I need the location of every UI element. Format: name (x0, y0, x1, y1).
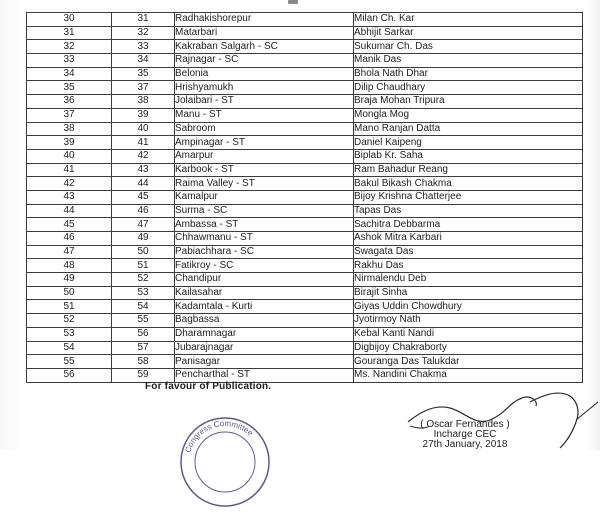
ac-number-cell: 41 (112, 136, 175, 150)
ac-number-cell: 57 (112, 341, 175, 355)
table-row (27, 300, 583, 314)
table-row (27, 67, 583, 81)
candidate-cell: Ashok Mitra Karbari (354, 232, 583, 246)
table-row (27, 245, 583, 259)
constituency-cell: Jolaibari - ST (175, 95, 354, 109)
serial-number-cell: 46 (27, 232, 112, 246)
table-row (27, 122, 583, 136)
candidate-cell: Abhijit Sarkar (354, 26, 583, 40)
ac-number-cell: 46 (112, 204, 175, 218)
serial-number-cell: 35 (27, 81, 112, 95)
serial-number-cell: 33 (27, 54, 112, 68)
table-row (27, 355, 583, 369)
ac-number-cell: 56 (112, 327, 175, 341)
constituency-cell: Amarpur (175, 149, 354, 163)
ac-number-cell: 39 (112, 108, 175, 122)
candidate-cell: Bakul Bikash Chakma (354, 177, 583, 191)
candidate-cell: Dilip Chaudhary (354, 81, 583, 95)
candidate-cell: Sachitra Debbarma (354, 218, 583, 232)
candidate-cell: Giyas Uddin Chowdhury (354, 300, 583, 314)
serial-number-cell: 55 (27, 355, 112, 369)
candidate-cell: Daniel Kaipeng (354, 136, 583, 150)
scan-mark (288, 0, 298, 4)
candidate-table-body (27, 13, 583, 383)
ac-number-cell: 47 (112, 218, 175, 232)
ac-number-cell: 37 (112, 81, 175, 95)
constituency-cell: Kadamtala - Kurti (175, 300, 354, 314)
candidate-cell: Manik Das (354, 54, 583, 68)
serial-number-cell: 51 (27, 300, 112, 314)
ac-number-cell: 32 (112, 26, 175, 40)
candidate-cell: Bijoy Krishna Chatterjee (354, 190, 583, 204)
candidate-cell: Ram Bahadur Reang (354, 163, 583, 177)
table-row (27, 327, 583, 341)
constituency-cell: Fatikroy - SC (175, 259, 354, 273)
constituency-cell: Belonia (175, 67, 354, 81)
candidate-cell: Birajit Sinha (354, 286, 583, 300)
constituency-cell: Raima Valley - ST (175, 177, 354, 191)
ac-number-cell: 55 (112, 314, 175, 328)
ac-number-cell: 44 (112, 177, 175, 191)
constituency-cell: Karbook - ST (175, 163, 354, 177)
serial-number-cell: 43 (27, 190, 112, 204)
table-row (27, 259, 583, 273)
constituency-cell: Ambassa - ST (175, 218, 354, 232)
ac-number-cell: 31 (112, 13, 175, 27)
signatory-block (380, 420, 550, 450)
constituency-cell: Chhawmanu - ST (175, 232, 354, 246)
serial-number-cell: 42 (27, 177, 112, 191)
serial-number-cell: 45 (27, 218, 112, 232)
serial-number-cell: 38 (27, 122, 112, 136)
serial-number-cell: 44 (27, 204, 112, 218)
candidate-cell: Gouranga Das Talukdar (354, 355, 583, 369)
ac-number-cell: 35 (112, 67, 175, 81)
constituency-cell: Ampinagar - ST (175, 136, 354, 150)
table-row (27, 341, 583, 355)
serial-number-cell: 54 (27, 341, 112, 355)
table-row (27, 368, 583, 382)
candidate-cell: Digbijoy Chakraborty (354, 341, 583, 355)
constituency-cell: Pabiachhara - SC (175, 245, 354, 259)
table-row (27, 149, 583, 163)
ac-number-cell: 54 (112, 300, 175, 314)
signatory-title: Incharge CEC (433, 429, 497, 440)
constituency-cell: Dharamnagar (175, 327, 354, 341)
candidate-table (26, 12, 583, 383)
table-row (27, 40, 583, 54)
ac-number-cell: 34 (112, 54, 175, 68)
candidate-cell: Biplab Kr. Saha (354, 149, 583, 163)
constituency-cell: Kailasahar (175, 286, 354, 300)
candidate-cell: Ms. Nandini Chakma (354, 368, 583, 382)
candidate-cell: Sukumar Ch. Das (354, 40, 583, 54)
serial-number-cell: 40 (27, 149, 112, 163)
constituency-cell: Panisagar (175, 355, 354, 369)
serial-number-cell: 48 (27, 259, 112, 273)
candidate-cell: Tapas Das (354, 204, 583, 218)
table-row (27, 54, 583, 68)
seal-text: Congress Committee (183, 418, 255, 454)
constituency-cell: Kamalpur (175, 190, 354, 204)
candidate-cell: Mano Ranjan Datta (354, 122, 583, 136)
serial-number-cell: 32 (27, 40, 112, 54)
constituency-cell: Bagbassa (175, 314, 354, 328)
signature-date: 27th January, 2018 (422, 439, 508, 450)
ac-number-cell: 45 (112, 190, 175, 204)
serial-number-cell: 34 (27, 67, 112, 81)
serial-number-cell: 31 (27, 26, 112, 40)
candidate-cell: Rakhu Das (354, 259, 583, 273)
table-row (27, 204, 583, 218)
serial-number-cell: 53 (27, 327, 112, 341)
candidate-cell: Milan Ch. Kar (354, 13, 583, 27)
ac-number-cell: 52 (112, 273, 175, 287)
table-row (27, 273, 583, 287)
serial-number-cell: 41 (27, 163, 112, 177)
serial-number-cell: 37 (27, 108, 112, 122)
ac-number-cell: 49 (112, 232, 175, 246)
constituency-cell: Radhakishorepur (175, 13, 354, 27)
constituency-cell: Surma - SC (175, 204, 354, 218)
seal-outer-ring (181, 418, 269, 506)
serial-number-cell: 49 (27, 273, 112, 287)
constituency-cell: Hrishyamukh (175, 81, 354, 95)
signature-stroke-tail (576, 402, 598, 420)
table-row (27, 232, 583, 246)
candidate-cell: Braja Mohan Tripura (354, 95, 583, 109)
constituency-cell: Manu - ST (175, 108, 354, 122)
table-row (27, 177, 583, 191)
candidate-cell: Nirmalendu Deb (354, 273, 583, 287)
table-row (27, 136, 583, 150)
constituency-cell: Jubarajnagar (175, 341, 354, 355)
candidate-cell: Swagata Das (354, 245, 583, 259)
serial-number-cell: 30 (27, 13, 112, 27)
candidate-cell: Mongla Mog (354, 108, 583, 122)
table-row (27, 190, 583, 204)
ac-number-cell: 51 (112, 259, 175, 273)
constituency-cell: Matarbari (175, 26, 354, 40)
table-row (27, 286, 583, 300)
table-row (27, 314, 583, 328)
publication-note: For favour of Publication. (145, 381, 272, 392)
candidate-cell: Bhola Nath Dhar (354, 67, 583, 81)
ac-number-cell: 53 (112, 286, 175, 300)
ac-number-cell: 59 (112, 368, 175, 382)
ac-number-cell: 43 (112, 163, 175, 177)
table-row (27, 218, 583, 232)
ac-number-cell: 50 (112, 245, 175, 259)
table-row (27, 81, 583, 95)
signatory-name: ( Oscar Fernandes ) (420, 419, 510, 430)
constituency-cell: Kakraban Salgarh - SC (175, 40, 354, 54)
candidate-cell: Jyotirmoy Nath (354, 314, 583, 328)
serial-number-cell: 36 (27, 95, 112, 109)
constituency-cell: Rajnagar - SC (175, 54, 354, 68)
ac-number-cell: 58 (112, 355, 175, 369)
table-row (27, 95, 583, 109)
ac-number-cell: 33 (112, 40, 175, 54)
ac-number-cell: 42 (112, 149, 175, 163)
party-seal (175, 412, 275, 512)
constituency-cell: Chandipur (175, 273, 354, 287)
constituency-cell: Pencharthal - ST (175, 368, 354, 382)
table-row (27, 26, 583, 40)
table-row (27, 163, 583, 177)
serial-number-cell: 39 (27, 136, 112, 150)
serial-number-cell: 50 (27, 286, 112, 300)
table-row (27, 108, 583, 122)
ac-number-cell: 40 (112, 122, 175, 136)
candidate-cell: Kebal Kanti Nandi (354, 327, 583, 341)
constituency-cell: Sabroom (175, 122, 354, 136)
table-row (27, 13, 583, 27)
serial-number-cell: 56 (27, 368, 112, 382)
ac-number-cell: 38 (112, 95, 175, 109)
serial-number-cell: 47 (27, 245, 112, 259)
serial-number-cell: 52 (27, 314, 112, 328)
seal-inner-ring (195, 432, 255, 492)
